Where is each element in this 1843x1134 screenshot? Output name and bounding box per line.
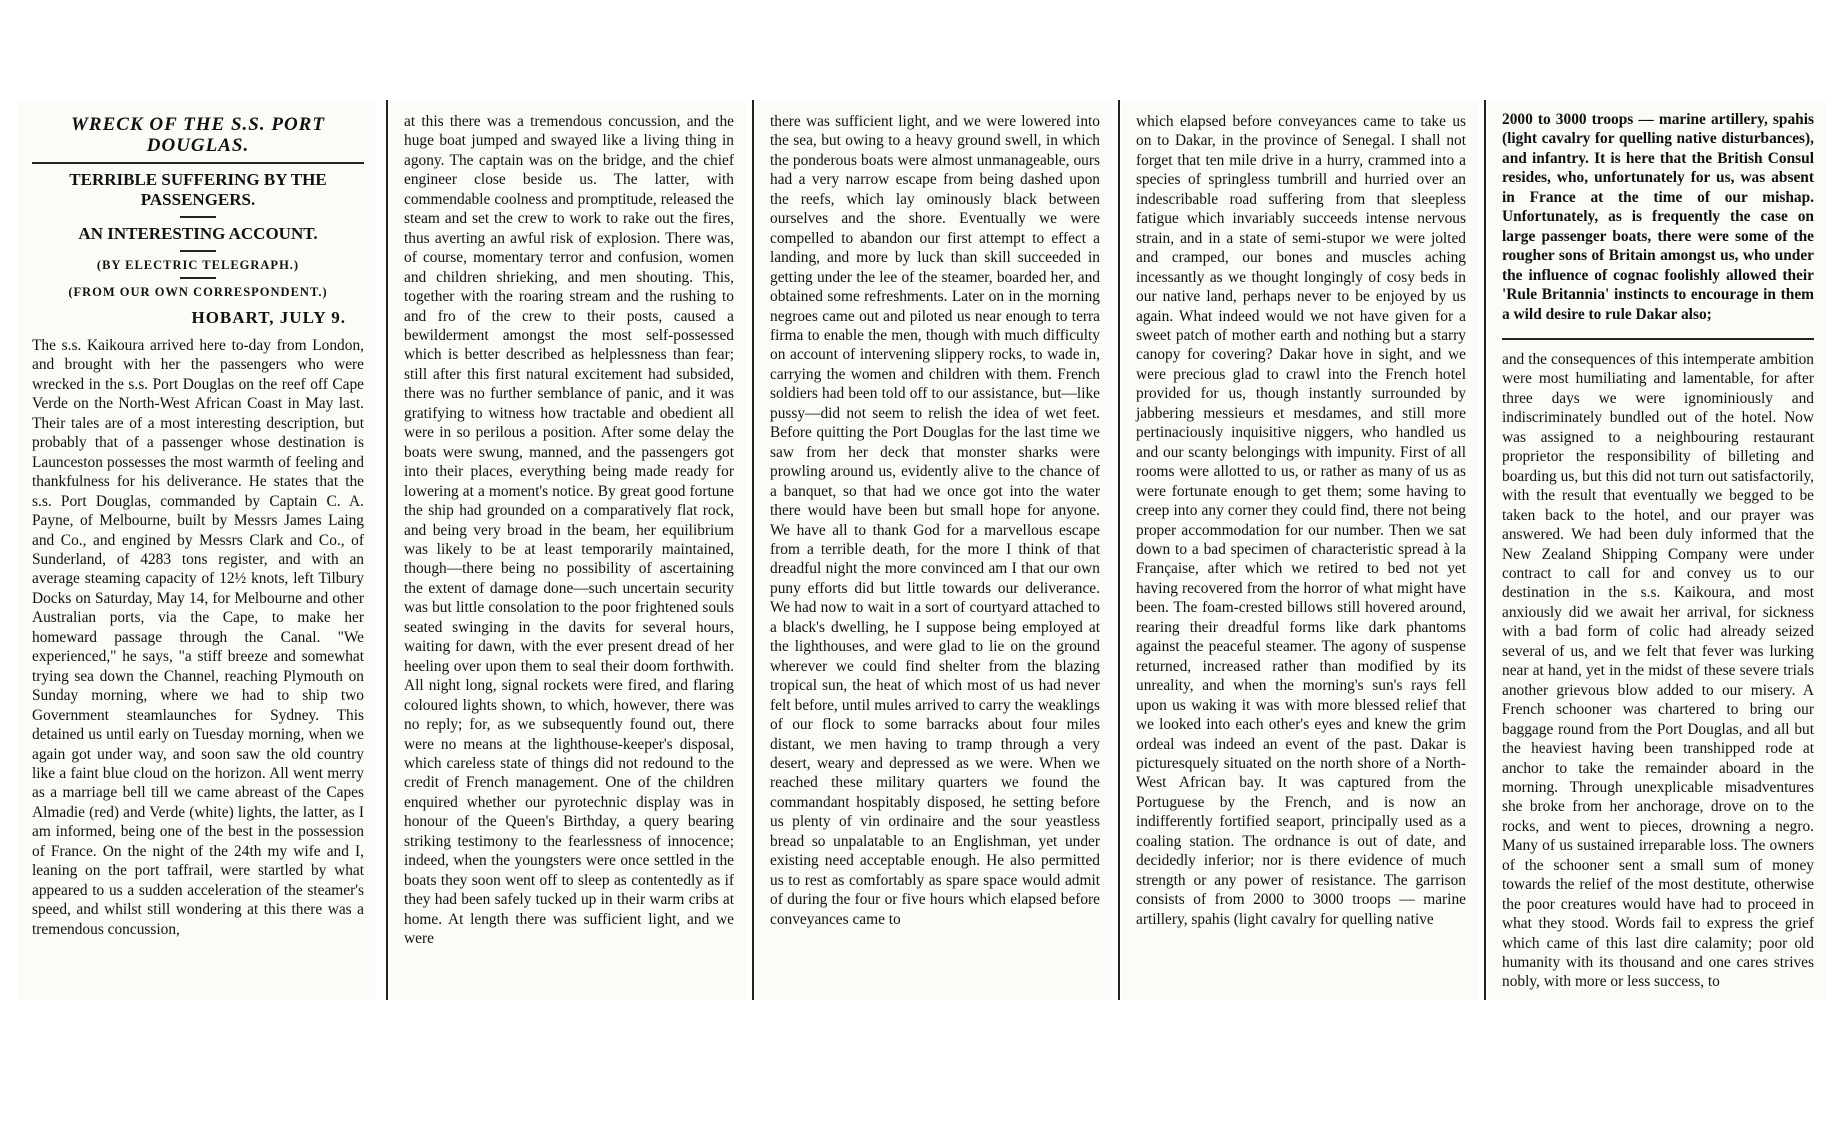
article-text: The s.s. Kaikoura arrived here to-day from London, and brought with her the passengers who were wrecked in the s.s. Port Douglas on the reef off Cape Verde on the North-West African Coast in May last. Their tales are of a most interesting description, but probably that of a passenger whose destination is Launceston possesses the most warmth of feeling and thankfulness for his deliverance. He states that the s.s. Port Douglas, commanded by Captain C. A. Payne, of Melbourne, built by Messrs James Laing and Co., and engined by Messrs Clark and Co., of Sunderland, of 4283 tons register, and with an average steaming capacity of 12½ knots, left Tilbury Docks on Saturday, May 14, for Melbourne and other Australian ports, via the Cape, to make her homeward passage through the Canal. "We experienced," he says, "a stiff breeze and somewhat trying sea down the Channel, reaching Plymouth on Sunday morning, where we had to ship two Government steamlaunches for Sydney. This detained us until early on Tuesday morning, when we again got under way, and soon saw the old country like a faint blue cloud on the horizon. All went merry as a marriage bell till we came abreast of the Capes Almadie (red) and Verde (white) lights, the latter, as I am informed, being one of the best in the possession of France. On the night of the 24th my wife and I, leaning on the port taffrail, were startled by what appeared to us a sudden acceleration of the steamer's speed, and whilst still wondering at this there was a tremendous concussion,: [32, 337, 364, 938]
article-text: which elapsed before conveyances came to take us on to Dakar, in the province of Senegal. I shall not forget that ten mile drive in a hurry, crammed into a species of springless tumbrill and hurried over an indescribable road suffering from that sleepless fatigue which invariably succeeds intense nervous strain, and in a state of semi-stupor we were jolted and cramped, our bones and muscles aching incessantly as we thought longingly of cosy beds in our native land, perhaps never to be enjoyed by us again. What indeed would we not have given for a sweet patch of mother earth and nothing but a starry canopy for covering? Dakar hove in sight, and we were precious glad to crawl into the French hotel provided for us, though instantly surrounded by jabbering messieurs et mesdames, and still more pertinaciously inquisitive niggers, who handled us and our scanty belongings with impunity. First of all rooms were allotted to us, or rather as many of us as were fortunate enough to get them; some having to creep into any corner they could find, there not being proper accommodation for our number. Then we sat down to a bad specimen of characteristic spread à la Française, after which we retired to bed not yet having recovered from the horror of what might have been. The foam-crested billows still hovered around, rearing their dreadful forms like dark phantoms against the peaceful steamer. The agony of suspense returned, increased rather than modified by its unreality, and when the morning's sun's rays fell upon us waking it was with more blessed relief that we looked into each other's eyes and knew the grim ordeal was indeed an event of the past. Dakar is picturesquely situated on the north shore of a North-West African bay. It was captured from the Portuguese by the French, and is now an indifferently fortified seaport, principally used as a coaling station. The ordnance is out of date, and decidedly inferior; nor is there evidence of much strength or any power of resistance. The garrison consists of from 2000 to 3000 troops — marine artillery, spahis (light cavalry for quelling native: [1136, 113, 1466, 928]
divider: [180, 250, 216, 252]
divider: [1502, 338, 1814, 340]
headline: WRECK OF THE S.S. PORT DOUGLAS.: [71, 114, 325, 156]
column-1: [18, 100, 376, 1000]
divider: [32, 162, 364, 164]
article-text: there was sufficient light, and we were lowered into the sea, but owing to a heavy ground swell, in which the ponderous boats were almost unmanageable, ours had a very narrow escape from being dashed upon the reefs, which lay ominously black between ourselves and the shore. Eventually we were compelled to abandon our first attempt to effect a landing, and more by luck than skill succeeded in getting under the lee of the steamer, boarded her, and obtained some refreshments. Later on in the morning negroes came out and piloted us near enough to terra firma to enable the men, though with much difficulty on account of intervening slippery rocks, to wade in, carrying the women and children with them. French soldiers had been told off to our assistance, but—like pussy—did not seem to relish the idea of wet feet. Before quitting the Port Douglas for the last time we saw from her deck that monster sharks were prowling around us, evidently alive to the chance of a banquet, so that had we once got into the water there would have been but small hope for anyone. We have all to thank God for a marvellous escape from a terrible death, for the more I think of that dreadful night the more convinced am I that our own puny efforts did but little towards our deliverance. We had now to wait in a sort of courtyard attached to a black's dwelling, he I suppose being employed at the lighthouses, and were glad to lie on the ground wherever we could find shelter from the blazing tropical sun, the heat of which most of us had never felt before, until mules arrived to carry the weaklings of our flock to some barracks about four miles distant, we men having to tramp through a very desert, weary and depressed as we were. When we reached these military quarters we found the commandant hospitably disposed, he setting before us plenty of vin ordinaire and the sour yeastless bread so unpalatable to an Englishman, yet under existing need acceptable enough. He also permitted us to rest as comfortably as spare space would admit of during the four or five hours which elapsed before conveyances came to: [770, 113, 1100, 928]
divider: [180, 277, 216, 279]
column-rule: [752, 100, 754, 1000]
column-rule: [386, 100, 388, 1000]
article-text: at this there was a tremendous concussion, and the huge boat jumped and swayed like a living thing in agony. The captain was on the bridge, and the chief engineer close beside us. The latter, with commendable coolness and promptitude, released the steam and set the crew to work to rake out the fires, thus averting an awful risk of explosion. There was, of course, momentary terror and confusion, women and children shrieking, and men shouting. This, together with the roaring stream and the rushing to and fro of the crew to their posts, caused a bewilderment amongst the most self-possessed which is better described as helplessness than fear; still after this first natural excitement had subsided, there was no further semblance of panic, and it was gratifying to witness how tractable and obedient all were in so perilous a position. After some delay the boats were swung, manned, and the passengers got into their places, everything being made ready for lowering at a moment's notice. By great good fortune the ship had grounded on a comparatively flat rock, and being very broad in the beam, her equilibrium was likely to be at least temporarily maintained, though—there being no possibility of ascertaining the extent of damage done—such uncertain security was but little consolation to the poor frightened souls seated swinging in the davits for several hours, waiting for dawn, with the ever present dread of her heeling over upon them to seal their doom forthwith. All night long, signal rockets were fired, and flaring coloured lights shown, to which, however, there was no reply; for, as we subsequently found out, there were no means at the lighthouse-keeper's disposal, which careless state of things did not redound to the credit of French management. One of the children enquired whether our pyrotechnic display was in honour of the Queen's Birthday, a query bearing striking testimony to the fearlessness of innocence; indeed, when the youngsters were once settled in the boats they soon went off to sleep as contentedly as if they had been safely tucked up in their warm cribs at home. At length there was sufficient light, and we were: [404, 113, 734, 948]
column-3: [756, 100, 1112, 1000]
subheadline-2: AN INTERESTING ACCOUNT.: [78, 224, 318, 243]
dateline: HOBART, JULY 9.: [191, 308, 346, 327]
source-note: (BY ELECTRIC TELEGRAPH.): [96, 258, 300, 272]
correspondent-note: (FROM OUR OWN CORRESPONDENT.): [68, 285, 328, 299]
article-text: 2000 to 3000 troops — marine artillery, spahis (light cavalry for quelling native disturbances), and infantry. It is here that the British Consul resides, who, unfortunately for us, was absent in France at the time of our mishap. Unfortunately, as is frequently the case on large passenger boats, there were some of the rougher sons of Britain amongst us, who under the influence of cognac foolishly allowed their 'Rule Britannia' instincts to encourage in them a wild desire to rule Dakar also;: [1502, 111, 1814, 323]
divider: [180, 216, 216, 218]
subheadline: TERRIBLE SUFFERING BY THE PASSENGERS.: [69, 170, 327, 209]
column-5: [1488, 100, 1826, 1000]
article-text: and the consequences of this intemperate ambition were most humiliating and lamentable, for after three days we were ignominiously and indiscriminately bundled out of the hotel. Now was assigned to a neighbouring restaurant proprietor the responsibility of billeting and boarding us, but this did not turn out satisfactorily, with the result that eventually we begged to be taken back to the hotel, and our prayer was answered. We had been duly informed that the New Zealand Shipping Company were under contract to call for and convey us to our destination in the s.s. Kaikoura, and most anxiously did we await her arrival, for sickness with a bad form of colic had already seized several of us, and we felt that fever was lurking near at hand, yet in the midst of these severe trials another grievous blow added to our misery. A French schooner was chartered to bring our baggage round from the Port Douglas, and all but the heaviest having been transhipped rode at anchor to take the remainder aboard in the morning. Through unexplicable misadventures she broke from her anchorage, drove on to the rocks, and went to pieces, drowning a negro. Many of us sustained irreparable loss. The owners of the schooner sent a small sum of money towards the relief of the most destitute, otherwise the poor creatures would have had to proceed in what they stood. Words fail to express the grief which came of this last dire calamity; poor old humanity with its thousand and one cares strives nobly, with more or less success, to: [1502, 350, 1814, 991]
column-rule: [1118, 100, 1120, 1000]
column-4: [1122, 100, 1478, 1000]
column-2: [390, 100, 746, 1000]
column-rule: [1484, 100, 1486, 1000]
